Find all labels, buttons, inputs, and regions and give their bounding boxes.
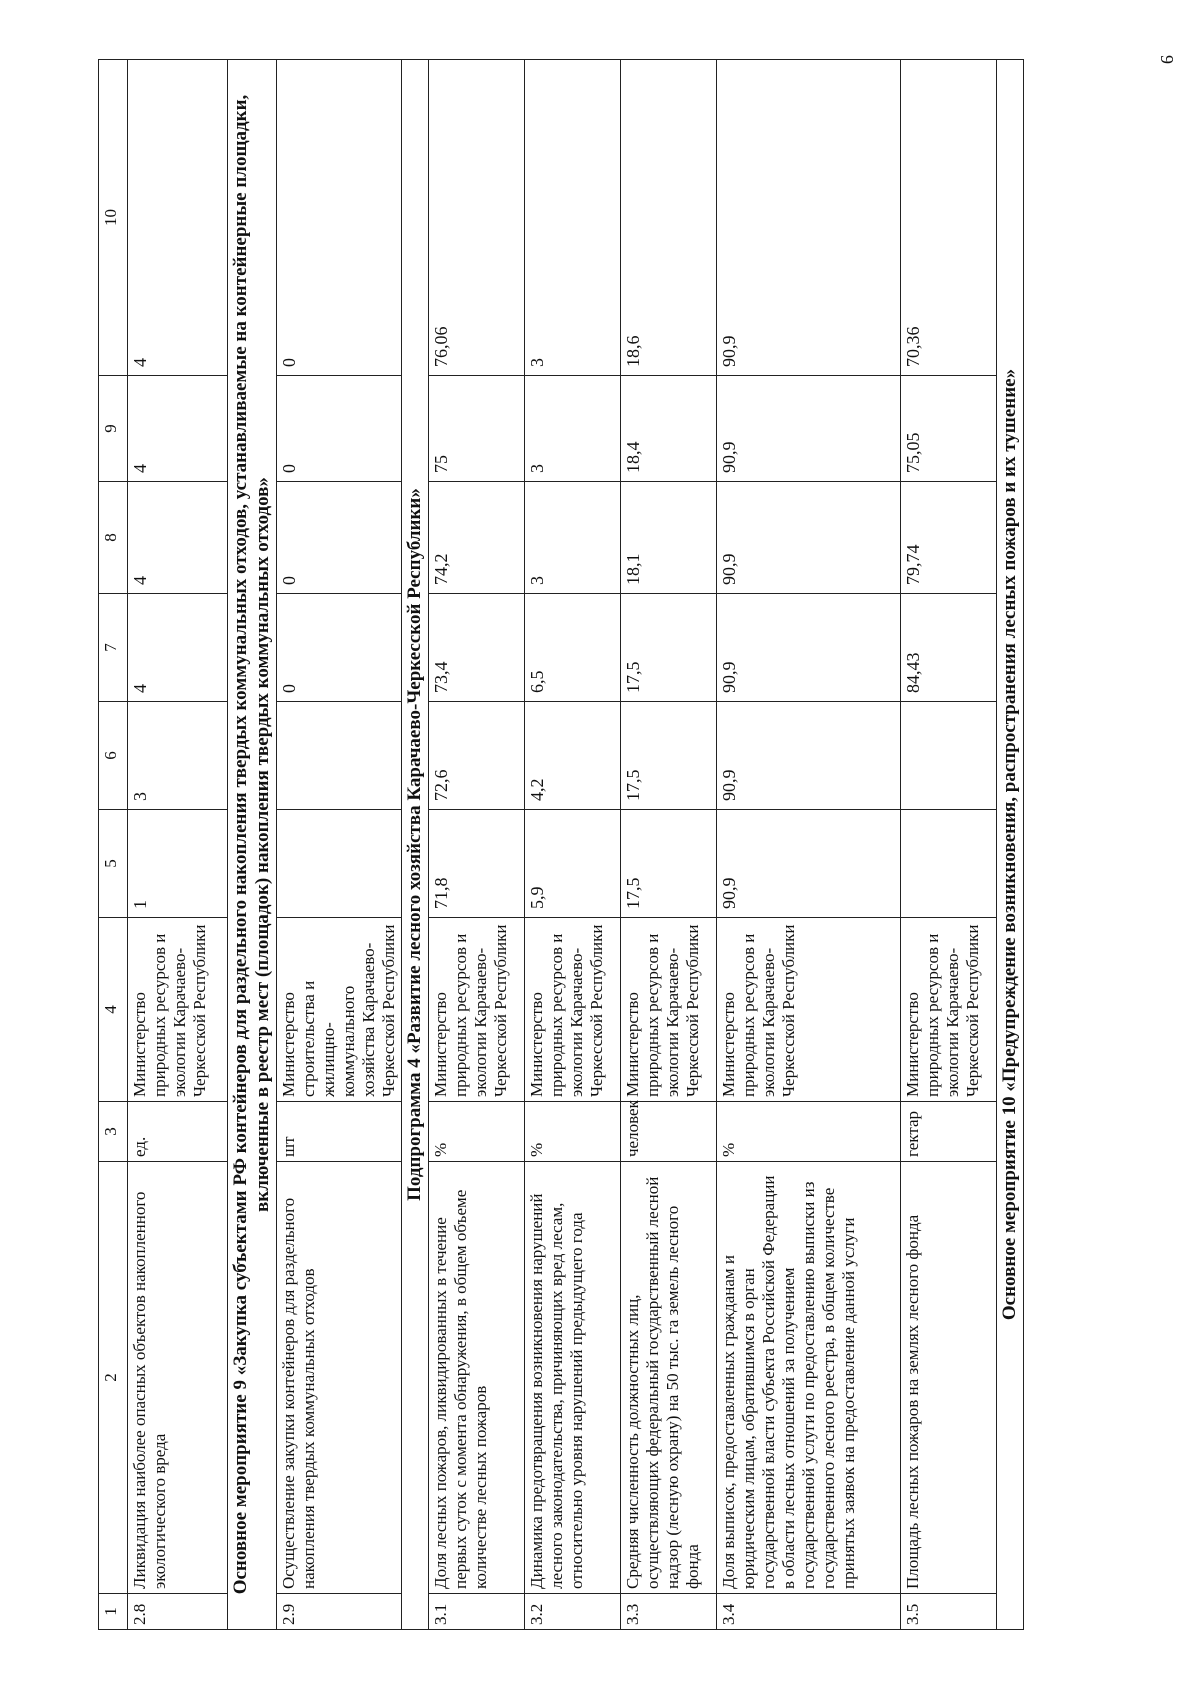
value-cell — [901, 810, 997, 918]
value-cell: 0 — [277, 594, 402, 702]
value-cell: 18,4 — [621, 376, 717, 482]
rotated-table-container — [98, 60, 1118, 1630]
row-number: 3.2 — [525, 1594, 621, 1630]
executor: Министерство природных ресурсов и экологии Карачаево-Черкесской Республики — [717, 918, 901, 1102]
header-cell: 2 — [99, 1162, 128, 1594]
header-cell: 9 — [99, 376, 128, 482]
unit: % — [525, 1102, 621, 1162]
value-cell: 5,9 — [525, 810, 621, 918]
header-cell: 10 — [99, 60, 128, 376]
header-cell: 6 — [99, 702, 128, 810]
value-cell: 4 — [128, 482, 228, 594]
unit: ед. — [128, 1102, 228, 1162]
row-number: 3.4 — [717, 1594, 901, 1630]
value-cell: 3 — [128, 702, 228, 810]
value-cell: 17,5 — [621, 810, 717, 918]
indicator-name: Доля лесных пожаров, ликвидированных в течение первых суток с момента обнаружения, в общем объеме количестве лесных пожаров — [429, 1162, 525, 1594]
value-cell: 90,9 — [717, 482, 901, 594]
value-cell: 90,9 — [717, 376, 901, 482]
value-cell — [901, 702, 997, 810]
value-cell: 4 — [128, 376, 228, 482]
value-cell: 0 — [277, 482, 402, 594]
value-cell: 17,5 — [621, 594, 717, 702]
indicator-name: Динамика предотвращения возникновения нарушений лесного законодательства, причиняющих вред лесам, относительно уровня нарушений предыдущего года — [525, 1162, 621, 1594]
section-row — [997, 60, 1024, 1630]
unit: шт — [277, 1102, 402, 1162]
value-cell: 18,1 — [621, 482, 717, 594]
value-cell: 6,5 — [525, 594, 621, 702]
value-cell: 90,9 — [717, 60, 901, 376]
row-number: 2.9 — [277, 1594, 402, 1630]
value-cell: 4 — [128, 594, 228, 702]
page-number: 9 — [1157, 55, 1177, 64]
value-cell: 4 — [128, 60, 228, 376]
unit: % — [429, 1102, 525, 1162]
value-cell: 0 — [277, 376, 402, 482]
indicator-name: Ликвидация наиболее опасных объектов накопленного экологического вреда — [128, 1162, 228, 1594]
executor: Министерство природных ресурсов и экологии Карачаево-Черкесской Республики — [128, 918, 228, 1102]
unit: гектар — [901, 1102, 997, 1162]
indicators-table — [98, 59, 1024, 1630]
value-cell: 74,2 — [429, 482, 525, 594]
value-cell: 75 — [429, 376, 525, 482]
value-cell: 79,74 — [901, 482, 997, 594]
header-cell: 3 — [99, 1102, 128, 1162]
header-row — [99, 60, 128, 1630]
value-cell: 71,8 — [429, 810, 525, 918]
executor: Министерство природных ресурсов и экологии Карачаево-Черкесской Республики — [901, 918, 997, 1102]
indicator-name: Средняя численность должностных лиц, осуществляющих федеральный государственный лесной надзор (лесную охрану) на 50 тыс. га земель лесного фонда — [621, 1162, 717, 1594]
value-cell: 90,9 — [717, 810, 901, 918]
value-cell: 73,4 — [429, 594, 525, 702]
table-row — [901, 60, 997, 1630]
unit: % — [717, 1102, 901, 1162]
value-cell: 0 — [277, 60, 402, 376]
table-row — [128, 60, 228, 1630]
value-cell: 3 — [525, 482, 621, 594]
value-cell: 90,9 — [717, 702, 901, 810]
row-number: 3.3 — [621, 1594, 717, 1630]
value-cell: 17,5 — [621, 702, 717, 810]
section-title: Основное мероприятие 10 «Предупреждение возникновения, распространения лесных пожаров и их тушение» — [997, 60, 1024, 1630]
header-cell: 4 — [99, 918, 128, 1102]
executor: Министерство природных ресурсов и экологии Карачаево-Черкесской Республики — [621, 918, 717, 1102]
unit: человек — [621, 1102, 717, 1162]
value-cell — [277, 810, 402, 918]
section-title: Подпрограмма 4 «Развитие лесного хозяйства Карачаево-Черкесской Республики» — [402, 60, 429, 1630]
row-number: 3.5 — [901, 1594, 997, 1630]
header-cell: 8 — [99, 482, 128, 594]
value-cell: 75,05 — [901, 376, 997, 482]
value-cell: 84,43 — [901, 594, 997, 702]
executor: Министерство строительства и жилищно-коммунального хозяйства Карачаево-Черкесской Республики — [277, 918, 402, 1102]
indicator-name: Доля выписок, предоставленных гражданам и юридическим лицам, обратившимся в орган государственной власти субъекта Российской Федерации в области лесных отношений за получением государственной услуги по предоставлению выписки из государственного лесного реестра, в общем количестве принятых заявок на предоставление данной услуги — [717, 1162, 901, 1594]
executor: Министерство природных ресурсов и экологии Карачаево-Черкесской Республики — [429, 918, 525, 1102]
value-cell: 18,6 — [621, 60, 717, 376]
value-cell: 3 — [525, 376, 621, 482]
indicator-name: Площадь лесных пожаров на землях лесного фонда — [901, 1162, 997, 1594]
executor: Министерство природных ресурсов и экологии Карачаево-Черкесской Республики — [525, 918, 621, 1102]
table-row — [525, 60, 621, 1630]
value-cell: 76,06 — [429, 60, 525, 376]
header-cell: 5 — [99, 810, 128, 918]
value-cell: 70,36 — [901, 60, 997, 376]
value-cell: 3 — [525, 60, 621, 376]
value-cell: 72,6 — [429, 702, 525, 810]
row-number: 2.8 — [128, 1594, 228, 1630]
section-row — [402, 60, 429, 1630]
row-number: 3.1 — [429, 1594, 525, 1630]
header-cell: 7 — [99, 594, 128, 702]
value-cell — [277, 702, 402, 810]
section-row — [228, 60, 277, 1630]
value-cell: 1 — [128, 810, 228, 918]
table-row — [621, 60, 717, 1630]
section-title: Основное мероприятие 9 «Закупка субъектами РФ контейнеров для раздельного накопления твердых коммунальных отходов, устанавливаемые на контейнерные площадки, включенные в реестр мест (площадок) накопления твердых коммунальных отходов» — [228, 60, 277, 1630]
table-row — [429, 60, 525, 1630]
table-row — [717, 60, 901, 1630]
indicator-name: Осуществление закупки контейнеров для раздельного накопления твердых коммунальных отходов — [277, 1162, 402, 1594]
header-cell: 1 — [99, 1594, 128, 1630]
value-cell: 90,9 — [717, 594, 901, 702]
table-row — [277, 60, 402, 1630]
value-cell: 4,2 — [525, 702, 621, 810]
